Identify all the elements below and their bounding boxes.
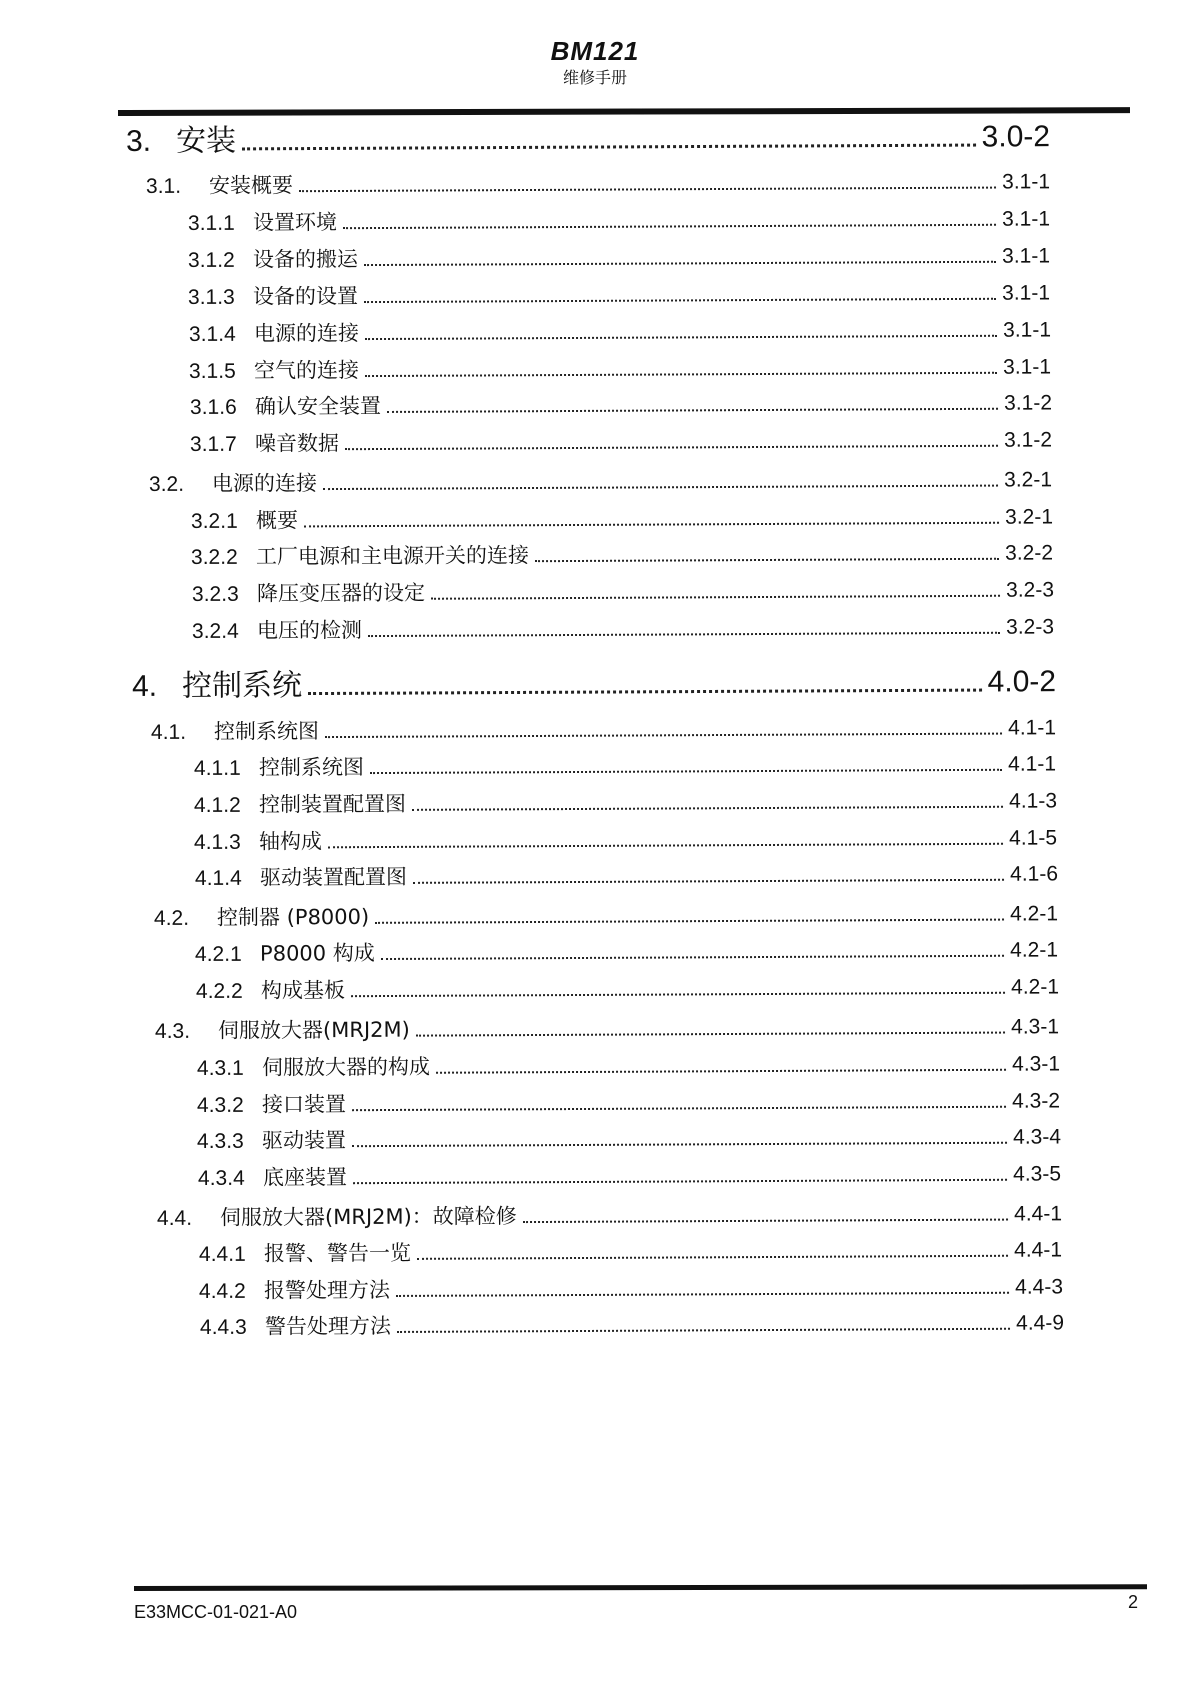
toc-entry-page: 3.2-3 (1006, 615, 1055, 639)
toc-entry-number: 4.3. (154, 1019, 191, 1043)
toc-entry-3-1-6[interactable] (190, 386, 1052, 421)
toc-entry-3-1-3[interactable] (188, 276, 1050, 311)
dot-leader (343, 223, 996, 229)
toc-entry-title: 轴构成 (258, 829, 323, 854)
toc-entry-title: 警告处理方法 (264, 1314, 392, 1339)
toc-entry-3-2-3[interactable] (192, 573, 1054, 608)
toc-entry-page: 4.4-1 (1014, 1238, 1063, 1262)
toc-entry-3-1-7[interactable] (190, 423, 1052, 458)
toc-entry-number: 3.1.4 (188, 322, 236, 346)
toc-entry-number: 4.4.3 (199, 1315, 247, 1339)
toc-entry-3-1-2[interactable] (188, 239, 1050, 274)
toc-entry-title: 接口装置 (261, 1092, 347, 1117)
toc-entry-4-2-2[interactable] (196, 970, 1059, 1005)
toc-entry-number: 3.1.2 (187, 248, 235, 272)
toc-entry-4-3-3[interactable] (197, 1120, 1061, 1155)
toc-entry-page: 4.1-6 (1010, 862, 1059, 886)
toc-entry-page: 3.1-1 (1002, 170, 1051, 194)
dot-leader (417, 1254, 1008, 1260)
toc-entry-page: 4.3-1 (1011, 1015, 1060, 1039)
toc-entry-title: 构成基板 (260, 978, 346, 1003)
toc-entry-number: 4.3.1 (196, 1056, 244, 1080)
toc-entry-4-1-1[interactable] (194, 747, 1056, 782)
toc-entry-page: 3.2-1 (1004, 468, 1053, 492)
dot-leader (351, 991, 1005, 997)
toc-entry-number: 4. (131, 669, 158, 703)
toc-entry-number: 4.1.1 (193, 756, 241, 780)
toc-entry-title: 电源的连接 (253, 321, 360, 346)
dot-leader (412, 805, 1003, 811)
toc-entry-page: 4.3-1 (1012, 1052, 1061, 1076)
toc-entry-3-1-1[interactable] (188, 202, 1050, 237)
toc-entry-page: 3.2-1 (1005, 505, 1054, 529)
toc-entry-4-4[interactable] (157, 1197, 1062, 1232)
toc-entry-title: 降压变压器的设定 (256, 580, 426, 606)
toc-entry-4-4-3[interactable] (200, 1306, 1064, 1341)
toc-entry-page: 3.1-1 (1003, 318, 1052, 342)
dot-leader (416, 1031, 1005, 1037)
toc-entry-title: 驱动装置配置图 (259, 864, 408, 890)
toc-entry-3-2-2[interactable] (191, 536, 1053, 571)
toc-entry-4-4-2[interactable] (199, 1270, 1063, 1305)
dot-leader (304, 521, 999, 528)
toc-entry-number: 4.2. (153, 906, 190, 930)
toc-entry-title: 空气的连接 (253, 358, 360, 383)
toc-entry-3-1-4[interactable] (189, 313, 1051, 348)
toc-entry-title: 报警处理方法 (263, 1278, 391, 1303)
toc-entry-page: 4.2-1 (1010, 938, 1059, 962)
toc-entry-title: 工厂电源和主电源开关的连接 (255, 543, 530, 569)
toc-entry-number: 4.3.3 (196, 1129, 244, 1153)
dot-leader (370, 768, 1002, 774)
toc-entry-title: 确认安全装置 (254, 394, 382, 419)
toc-entry-number: 4.4. (156, 1206, 193, 1230)
toc-entry-title: 控制系统 (181, 668, 303, 704)
toc-entry-title: 设备的搬运 (252, 247, 359, 272)
toc-entry-3-2-1[interactable] (191, 500, 1053, 535)
toc-entry-number: 3.2.1 (190, 509, 238, 533)
toc-entry-page: 3.2-3 (1006, 578, 1055, 602)
toc-entry-page: 3.1-1 (1003, 355, 1052, 379)
dot-leader (396, 1291, 1009, 1297)
toc-entry-page: 4.4-9 (1016, 1311, 1065, 1335)
toc-entry-page: 4.4-3 (1015, 1275, 1064, 1299)
dot-leader (436, 1068, 1006, 1074)
toc-entry-page: 4.0-2 (987, 665, 1057, 699)
toc-entry-page: 4.4-1 (1014, 1202, 1063, 1226)
toc-entry-number: 3.2.4 (191, 619, 239, 643)
dot-leader (387, 407, 998, 413)
toc-entry-title: 报警、警告一览 (263, 1240, 412, 1266)
toc-entry-number: 3.1.5 (188, 359, 236, 383)
toc-entry-4-1-4[interactable] (195, 857, 1058, 892)
dot-leader (413, 878, 1004, 884)
toc-entry-page: 3.1-2 (1004, 428, 1053, 452)
toc-entry-4-3-4[interactable] (198, 1157, 1061, 1192)
dot-leader (308, 688, 982, 696)
toc-entry-title: 设备的设置 (252, 284, 359, 309)
toc-entry-number: 3.2. (148, 472, 185, 496)
toc-entry-number: 3.2.3 (191, 582, 239, 606)
toc-entry-4-1-3[interactable] (194, 821, 1057, 856)
toc-entry-page: 4.2-1 (1011, 975, 1060, 999)
toc-entry-title: P8000 构成 (259, 941, 375, 966)
toc-entry-title: 伺服放大器的构成 (261, 1054, 431, 1080)
toc-entry-title: 安装 (175, 123, 237, 159)
dot-leader (535, 557, 999, 562)
toc-entry-page: 4.1-5 (1009, 826, 1058, 850)
toc-entry-page: 3.1-2 (1004, 391, 1053, 415)
dot-leader (523, 1218, 1008, 1224)
toc-entry-title: 概要 (255, 508, 299, 533)
toc-entry-number: 4.2.1 (194, 942, 242, 966)
toc-entry-title: 安装概要 (208, 173, 294, 198)
toc-entry-number: 4.4.2 (198, 1279, 246, 1303)
dot-leader (242, 143, 976, 151)
toc-entry-page: 4.1-1 (1008, 716, 1057, 740)
toc-entry-title: 控制装置配置图 (258, 791, 407, 817)
toc-entry-title: 伺服放大器(MRJ2M)：故障检修 (219, 1204, 517, 1230)
toc-entry-title: 设置环境 (252, 210, 338, 235)
toc-entry-page: 3.2-2 (1005, 541, 1054, 565)
toc-entry-4-3-2[interactable] (197, 1084, 1060, 1119)
toc-entry-4-2[interactable] (154, 897, 1058, 932)
toc-entry-4-1-2[interactable] (194, 784, 1057, 819)
dot-leader (328, 842, 1003, 849)
toc-entry-title: 噪音数据 (254, 431, 340, 456)
toc-entry-number: 4.1.4 (194, 866, 242, 890)
toc-entry-3[interactable] (125, 111, 1051, 159)
toc-entry-4-4-1[interactable] (199, 1233, 1062, 1268)
toc-entry-4-3[interactable] (155, 1010, 1059, 1045)
toc-entry-number: 4.4.1 (198, 1242, 246, 1266)
toc-entry-number: 4.1.3 (193, 830, 241, 854)
dot-leader (353, 1178, 1007, 1184)
dot-leader (397, 1327, 1010, 1333)
dot-leader (368, 631, 1000, 637)
toc-entry-number: 4.3.4 (197, 1166, 245, 1190)
dot-leader (431, 594, 1000, 600)
dot-leader (375, 918, 1004, 924)
toc-entry-title: 电源的连接 (211, 471, 318, 496)
toc-entry-number: 3.1.7 (189, 432, 237, 456)
toc-entry-page: 4.3-5 (1013, 1162, 1062, 1186)
toc-entry-page: 4.2-1 (1010, 902, 1059, 926)
toc-entry-page: 3.1-1 (1002, 281, 1051, 305)
toc-entry-number: 3.2.2 (190, 545, 238, 569)
toc-entry-number: 4.3.2 (196, 1093, 244, 1117)
dot-leader (325, 732, 1002, 739)
toc-entry-number: 3.1. (145, 174, 182, 198)
toc-entry-3-1[interactable] (146, 165, 1050, 200)
toc-entry-title: 底座装置 (262, 1165, 348, 1190)
manual-title: BM121 (550, 36, 640, 66)
toc-entry-4[interactable] (131, 656, 1057, 704)
toc-entry-4-3-1[interactable] (197, 1047, 1060, 1082)
toc-entry-title: 驱动装置 (261, 1128, 347, 1153)
dot-leader (352, 1141, 1007, 1147)
toc-entry-title: 控制系统图 (213, 719, 320, 744)
dot-leader (323, 484, 998, 491)
dot-leader (365, 334, 997, 340)
toc-entry-page: 4.3-4 (1013, 1125, 1062, 1149)
dot-leader (381, 954, 1004, 960)
toc-entry-number: 4.1. (150, 720, 187, 744)
toc-entry-number: 3.1.6 (189, 395, 237, 419)
toc-entry-title: 控制系统图 (258, 755, 365, 780)
toc-entry-number: 3.1.3 (187, 285, 235, 309)
dot-leader (364, 260, 996, 266)
toc-entry-4-1[interactable] (151, 711, 1056, 746)
toc-entry-page: 4.1-1 (1008, 752, 1057, 776)
dot-leader (364, 297, 996, 303)
toc-entry-page: 4.3-2 (1012, 1089, 1061, 1113)
dot-leader (352, 1105, 1006, 1111)
toc-entry-title: 伺服放大器(MRJ2M) (217, 1017, 410, 1043)
toc-entry-page: 4.1-3 (1009, 789, 1058, 813)
toc-entry-number: 3. (125, 124, 152, 158)
toc-entry-number: 3.1.1 (187, 211, 235, 235)
dot-leader (345, 444, 998, 450)
toc-entry-page: 3.0-2 (981, 120, 1051, 154)
toc-entry-number: 4.2.2 (195, 979, 243, 1003)
toc-entry-3-1-5[interactable] (189, 350, 1051, 385)
document-code: E33MCC-01-021-A0 (134, 1602, 298, 1622)
toc-entry-title: 控制器 (P8000) (216, 904, 370, 930)
toc-entry-4-2-1[interactable] (195, 933, 1058, 968)
manual-subtitle: 维修手册 (562, 68, 627, 87)
toc-entry-3-2[interactable] (149, 463, 1052, 498)
toc-entry-page: 3.1-1 (1002, 244, 1051, 268)
toc-entry-page: 3.1-1 (1002, 207, 1051, 231)
toc-entry-number: 4.1.2 (193, 793, 241, 817)
toc-entry-3-2-4[interactable] (192, 610, 1054, 645)
dot-leader (365, 371, 997, 377)
page-number: 2 (1128, 1592, 1139, 1612)
toc-entry-title: 电压的检测 (256, 618, 363, 643)
dot-leader (299, 186, 996, 193)
